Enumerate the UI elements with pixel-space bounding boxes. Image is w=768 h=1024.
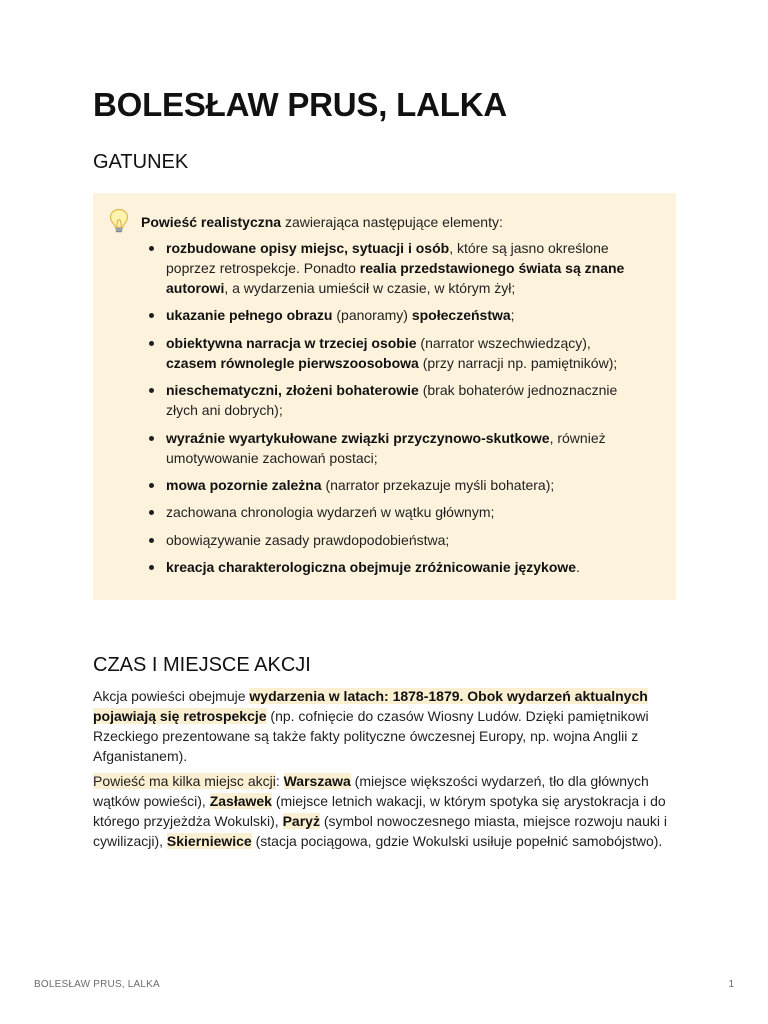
list-item-text: (brak bohaterów jednoznacznie złych ani dobrych);	[166, 382, 618, 419]
section-heading-czas-i-miejsce-akcji: CZAS I MIEJSCE AKCJI	[93, 654, 311, 676]
list-item-text: (narrator wszechwiedzący),	[416, 334, 591, 351]
list-item-bold: nieschematyczni, złożeni bohaterowie	[166, 382, 419, 399]
list-item-bold: mowa pozornie zależna	[166, 476, 322, 493]
list-item	[141, 238, 641, 298]
list-item	[141, 557, 641, 577]
list-item-text: , a wydarzenia umieścił w czasie, w którym żył;	[224, 280, 516, 296]
list-item-bold: czasem równolegle pierwszoosobowa	[166, 354, 419, 371]
place-name: Paryż	[282, 813, 320, 829]
list-item-bold: rozbudowane opisy miejsc, sytuacji i osób	[166, 240, 450, 256]
list-item-text: .	[576, 559, 580, 576]
paragraph-time	[93, 686, 676, 766]
list-item-text: ;	[510, 307, 515, 324]
page-number: 1	[728, 979, 734, 990]
list-item	[141, 428, 641, 468]
list-item	[141, 333, 641, 373]
paragraph-text: :	[275, 773, 284, 789]
section-heading-gatunek: GATUNEK	[93, 151, 189, 173]
list-item-text: , również umotywowanie zachowań postaci;	[166, 429, 606, 466]
paragraph-text: (np. cofnięcie do czasów Wiosny Ludów. Dzięki pamiętnikowi Rzeckiego prezentowane są także fakty polityczne ówczesnej Europy, np. wojna Anglii z Afganistanem).	[93, 708, 649, 764]
list-item-bold: wyraźnie wyartykułowane związki przyczynowo-skutkowe	[166, 429, 550, 446]
paragraph-text: Akcja powieści obejmuje	[93, 688, 250, 704]
list-item	[141, 475, 641, 495]
callout-box	[93, 193, 676, 600]
paragraph-text: (symbol nowoczesnego miasta, miejsce rozwoju nauki i cywilizacji),	[93, 813, 667, 849]
lightbulb-icon	[108, 208, 130, 234]
list-item	[141, 530, 641, 550]
list-item-bold: realia przedstawionego świata są znane autorowi	[166, 260, 625, 296]
list-item-text: zachowana chronologia wydarzeń w wątku głównym;	[166, 504, 495, 521]
list-item-text: , które są jasno określone poprzez retrospekcje. Ponadto	[166, 240, 609, 276]
paragraph-text: (miejsce letnich wakacji, w którym spotyka się arystokracja i do którego przyjeżdża Wokulski),	[93, 793, 666, 829]
paragraph-text: (miejsce większości wydarzeń, tło dla głównych wątków powieści),	[93, 773, 649, 809]
list-item	[141, 305, 641, 325]
callout-intro-text: zawierająca następujące elementy:	[281, 214, 503, 230]
callout-intro	[141, 212, 661, 232]
paragraph-places	[93, 771, 676, 851]
list-item-bold: społeczeństwa	[411, 307, 511, 324]
list-item-text: (narrator przekazuje myśli bohatera);	[321, 476, 555, 493]
page-title: BOLESŁAW PRUS, LALKA	[93, 86, 507, 123]
footer-title: BOLESŁAW PRUS, LALKA	[34, 979, 160, 990]
list-item-bold: obiektywna narracja w trzeciej osobie	[166, 334, 417, 351]
list-item-bold: kreacja charakterologiczna obejmuje zróżnicowanie językowe	[166, 559, 577, 576]
list-item-text: obowiązywanie zasady prawdopodobieństwa;	[166, 531, 450, 548]
place-name: Warszawa	[283, 773, 351, 789]
place-name: Skierniewice	[166, 833, 252, 849]
list-item-bold: ukazanie pełnego obrazu	[166, 307, 333, 324]
callout-list	[141, 238, 641, 585]
callout-intro-bold: Powieść realistyczna	[141, 214, 282, 230]
highlighted-text: wydarzenia w latach: 1878-1879. Obok wydarzeń aktualnych pojawiają się retrospekcje	[93, 688, 648, 724]
list-item	[141, 380, 641, 420]
place-name: Zasławek	[209, 793, 272, 809]
list-item-text: (panoramy)	[332, 307, 412, 324]
list-item	[141, 502, 641, 522]
highlighted-text: Powieść ma kilka miejsc akcji	[93, 773, 276, 789]
paragraph-text: (stacja pociągowa, gdzie Wokulski usiłuje popełnić samobójstwo).	[251, 833, 663, 849]
list-item-text: (przy narracji np. pamiętników);	[418, 354, 618, 371]
